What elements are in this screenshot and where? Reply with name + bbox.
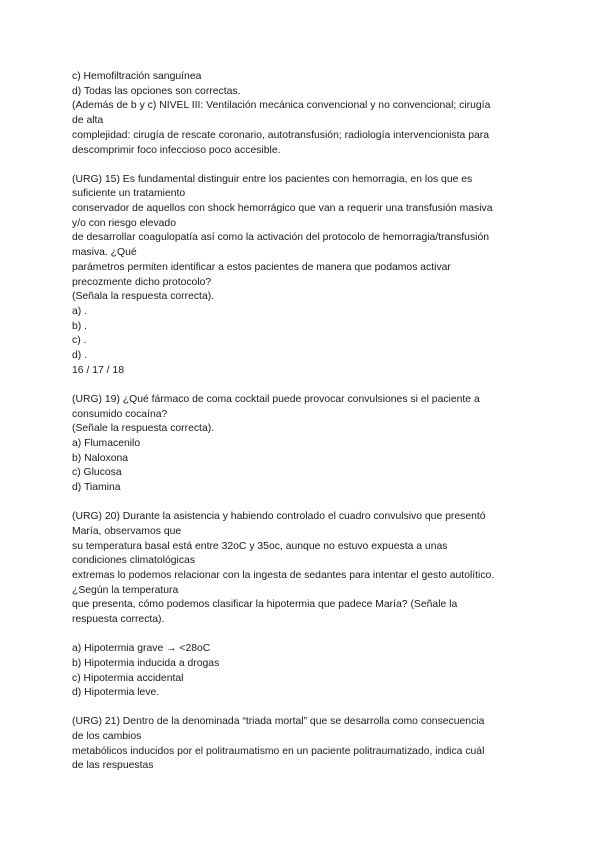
answer-option: d) .	[72, 350, 88, 362]
text-line: condiciones climatológicas	[72, 555, 196, 567]
answer-option: b) Naloxona	[72, 452, 129, 464]
text-line: conservador de aquellos con shock hemorrágico que van a requerir una transfusión masiva	[72, 203, 493, 215]
text-line: (URG) 21) Dentro de la denominada “triada mortal” que se desarrolla como consecuencia	[72, 716, 485, 728]
answer-option: c) Hipotermia accidental	[72, 672, 184, 684]
text-line: ¿Según la temperatura	[72, 584, 179, 596]
answer-options-block	[72, 70, 532, 158]
answer-option: a) .	[72, 305, 88, 317]
answer-option: b) .	[72, 320, 88, 332]
text-line: (URG) 15) Es fundamental distinguir entre los pacientes con hemorragia, en los que es	[72, 173, 473, 185]
question-numbers: 16 / 17 / 18	[72, 364, 124, 376]
text-line: de alta	[72, 115, 104, 127]
answer-option: c) .	[72, 335, 87, 347]
text-line: de las respuestas	[72, 760, 154, 772]
paragraph-gap	[72, 496, 532, 510]
paragraph-gap	[72, 158, 532, 172]
text-line: (Señale la respuesta correcta).	[72, 423, 215, 435]
text-line: complejidad: cirugía de rescate coronario, autotransfusión; radiología intervencionista para	[72, 129, 490, 141]
paragraph-gap	[72, 701, 532, 715]
text-line: c) Hemofiltración sanguínea	[72, 71, 202, 82]
text-line: descomprimir foco infeccioso poco accesible.	[72, 144, 281, 156]
answer-option: a) Hipotermia grave → <28oC	[72, 643, 211, 655]
paragraph-gap	[72, 378, 532, 392]
text-line: su temperatura basal está entre 32oC y 35oc, aunque no estuvo expuesta a unas	[72, 540, 448, 552]
text-line: suficiente un tratamiento	[72, 188, 186, 200]
answer-option: c) Glucosa	[72, 467, 122, 479]
text-line: de desarrollar coagulopatía así como la activación del protocolo de hemorragia/transfusión	[72, 232, 490, 244]
text-line: María, observamos que	[72, 525, 182, 537]
answer-option: a) Flumacenilo	[72, 437, 141, 449]
text-line: d) Todas las opciones son correctas.	[72, 85, 241, 97]
document-page	[72, 70, 532, 774]
question-21-block	[72, 715, 532, 774]
text-line: (URG) 19) ¿Qué fármaco de coma cocktail puede provocar convulsiones si el paciente a	[72, 393, 480, 405]
question-15-block	[72, 173, 532, 379]
text-line: (URG) 20) Durante la asistencia y habiendo controlado el cuadro convulsivo que presentó	[72, 511, 486, 523]
text-line: parámetros permiten identificar a estos pacientes de manera que podamos activar	[72, 261, 451, 273]
text-line: que presenta, cómo podemos clasificar la hipotermia que padece María? (Señale la	[72, 599, 458, 611]
question-19-block	[72, 393, 532, 496]
text-line: respuesta correcta).	[72, 614, 165, 626]
text-line: metabólicos inducidos por el politraumatismo en un paciente politraumatizado, indica cuál	[72, 745, 485, 757]
text-line: (Señala la respuesta correcta).	[72, 291, 215, 303]
text-line: de los cambios	[72, 731, 142, 743]
text-line: precozmente dicho protocolo?	[72, 276, 212, 288]
text-line: masiva. ¿Qué	[72, 247, 137, 259]
question-20-block	[72, 510, 532, 628]
paragraph-gap	[72, 628, 532, 642]
text-line: extremas lo podemos relacionar con la ingesta de sedantes para intentar el gesto autolítico.	[72, 569, 495, 581]
question-20-options	[72, 642, 532, 701]
answer-option: d) Hipotermia leve.	[72, 687, 160, 699]
text-line: (Además de b y c) NIVEL III: Ventilación mecánica convencional y no convencional; cirugía	[72, 100, 491, 112]
answer-option: d) Tiamina	[72, 482, 121, 494]
answer-option: b) Hipotermia inducida a drogas	[72, 657, 220, 669]
text-line: y/o con riesgo elevado	[72, 217, 176, 229]
text-line: consumido cocaína?	[72, 408, 168, 420]
